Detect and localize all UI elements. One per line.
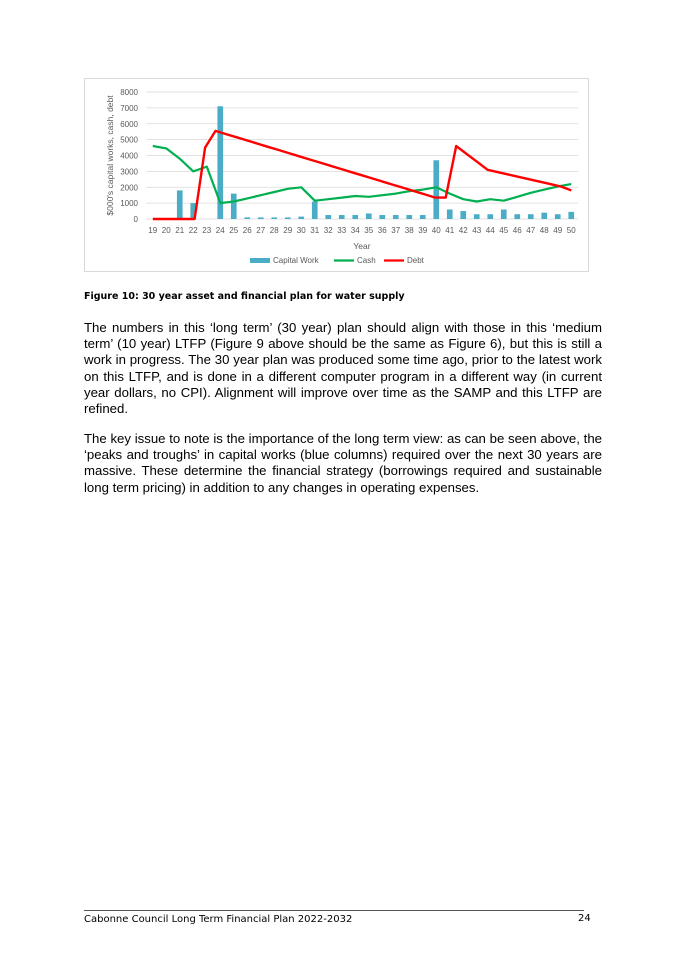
capital-work-bar (244, 217, 250, 219)
capital-work-bar (460, 211, 466, 219)
x-tick-label: 35 (364, 226, 374, 235)
y-tick-label: 1000 (120, 199, 138, 209)
x-tick-label: 24 (215, 226, 225, 235)
y-axis-title: $000's capital works, cash, debt (105, 95, 115, 216)
x-tick-label: 37 (391, 226, 401, 235)
capital-work-bar (298, 217, 304, 219)
x-tick-label: 42 (458, 226, 468, 235)
capital-work-bar (325, 215, 331, 219)
x-tick-label: 20 (161, 226, 171, 235)
capital-work-bar (568, 212, 574, 219)
x-tick-label: 21 (175, 226, 185, 235)
y-tick-label: 0 (133, 215, 138, 224)
capital-cash-debt-chart (85, 79, 590, 273)
capital-work-bar (420, 215, 426, 219)
x-tick-label: 50 (566, 226, 576, 235)
debt-series-line (153, 131, 572, 219)
capital-work-bar (474, 214, 480, 219)
capital-work-bar (501, 209, 507, 219)
capital-work-bar (258, 217, 264, 219)
x-tick-label: 36 (377, 226, 387, 235)
x-tick-label: 19 (148, 226, 158, 235)
figure-caption: Figure 10: 30 year asset and financial plan for water supply (84, 291, 405, 302)
x-tick-label: 25 (229, 226, 239, 235)
y-tick-label: 7000 (120, 103, 138, 113)
x-tick-label: 41 (445, 226, 455, 235)
x-axis-title: Year (353, 241, 371, 251)
x-tick-label: 29 (283, 226, 293, 235)
capital-work-bar (433, 160, 439, 219)
chart-container (84, 78, 589, 272)
x-tick-label: 48 (539, 226, 549, 235)
x-tick-label: 46 (512, 226, 522, 235)
capital-work-bar (487, 214, 493, 219)
y-tick-label: 4000 (120, 151, 138, 161)
x-tick-label: 31 (310, 226, 320, 235)
x-tick-label: 34 (350, 226, 360, 235)
capital-work-bar (271, 217, 277, 219)
capital-work-bar (231, 194, 237, 219)
legend-label-debt: Debt (407, 256, 424, 265)
capital-work-bar (339, 215, 345, 219)
capital-work-bar (312, 202, 318, 219)
capital-work-bar (352, 215, 358, 219)
x-tick-label: 44 (485, 226, 495, 235)
x-tick-label: 39 (418, 226, 428, 235)
footer-divider (84, 910, 584, 911)
x-tick-label: 26 (242, 226, 252, 235)
footer-title: Cabonne Council Long Term Financial Plan 2022-2032 (84, 914, 353, 925)
x-tick-label: 43 (472, 226, 482, 235)
capital-work-bar (541, 213, 547, 219)
x-tick-label: 49 (553, 226, 563, 235)
x-tick-label: 23 (202, 226, 212, 235)
capital-work-bar (366, 213, 372, 219)
y-tick-label: 3000 (120, 167, 138, 177)
y-tick-label: 2000 (120, 183, 138, 193)
paragraph-alignment: The numbers in this ‘long term’ (30 year) plan should align with those in this ‘medium term’ (10 year) LTFP (Figure 9 above should be the same as Figure 6), but this is still a work in progress. The 30 year plan was produced some time ago, prior to the latest work on this LTFP, and is done in a different computer program in a different way (in current year dollars, no CPI). Alignment will improve over time as the SAMP and this LTFP are refined. (84, 320, 602, 417)
capital-work-bar (406, 215, 412, 219)
capital-work-bar (393, 215, 399, 219)
capital-work-bar (528, 214, 534, 219)
y-tick-label: 8000 (120, 88, 138, 97)
legend-swatch-capital-work (250, 258, 270, 263)
x-tick-label: 33 (337, 226, 347, 235)
legend-label-capital-work: Capital Work (273, 256, 319, 265)
x-tick-label: 28 (269, 226, 279, 235)
page-number: 24 (578, 913, 591, 924)
capital-work-bar (514, 214, 520, 219)
capital-work-bar (379, 215, 385, 219)
y-tick-label: 5000 (120, 135, 138, 145)
x-tick-label: 40 (431, 226, 441, 235)
capital-work-bar (555, 214, 561, 219)
y-tick-label: 6000 (120, 119, 138, 129)
x-tick-label: 38 (404, 226, 414, 235)
x-tick-label: 32 (323, 226, 333, 235)
x-tick-label: 22 (188, 226, 198, 235)
x-tick-label: 27 (256, 226, 266, 235)
x-tick-label: 47 (526, 226, 536, 235)
capital-work-bar (177, 190, 183, 219)
x-tick-label: 45 (499, 226, 509, 235)
paragraph-key-issue: The key issue to note is the importance of the long term view: as can be seen above, the ‘peaks and troughs’ in capital works (blue columns) required over the next 30 years are massive. These determine the financial strategy (borrowings required and sustainable long term pricing) in addition to any changes in operating expenses. (84, 431, 602, 495)
capital-work-bar (447, 209, 453, 219)
legend-label-cash: Cash (357, 256, 376, 265)
x-tick-label: 30 (296, 226, 306, 235)
capital-work-bar (285, 217, 291, 219)
